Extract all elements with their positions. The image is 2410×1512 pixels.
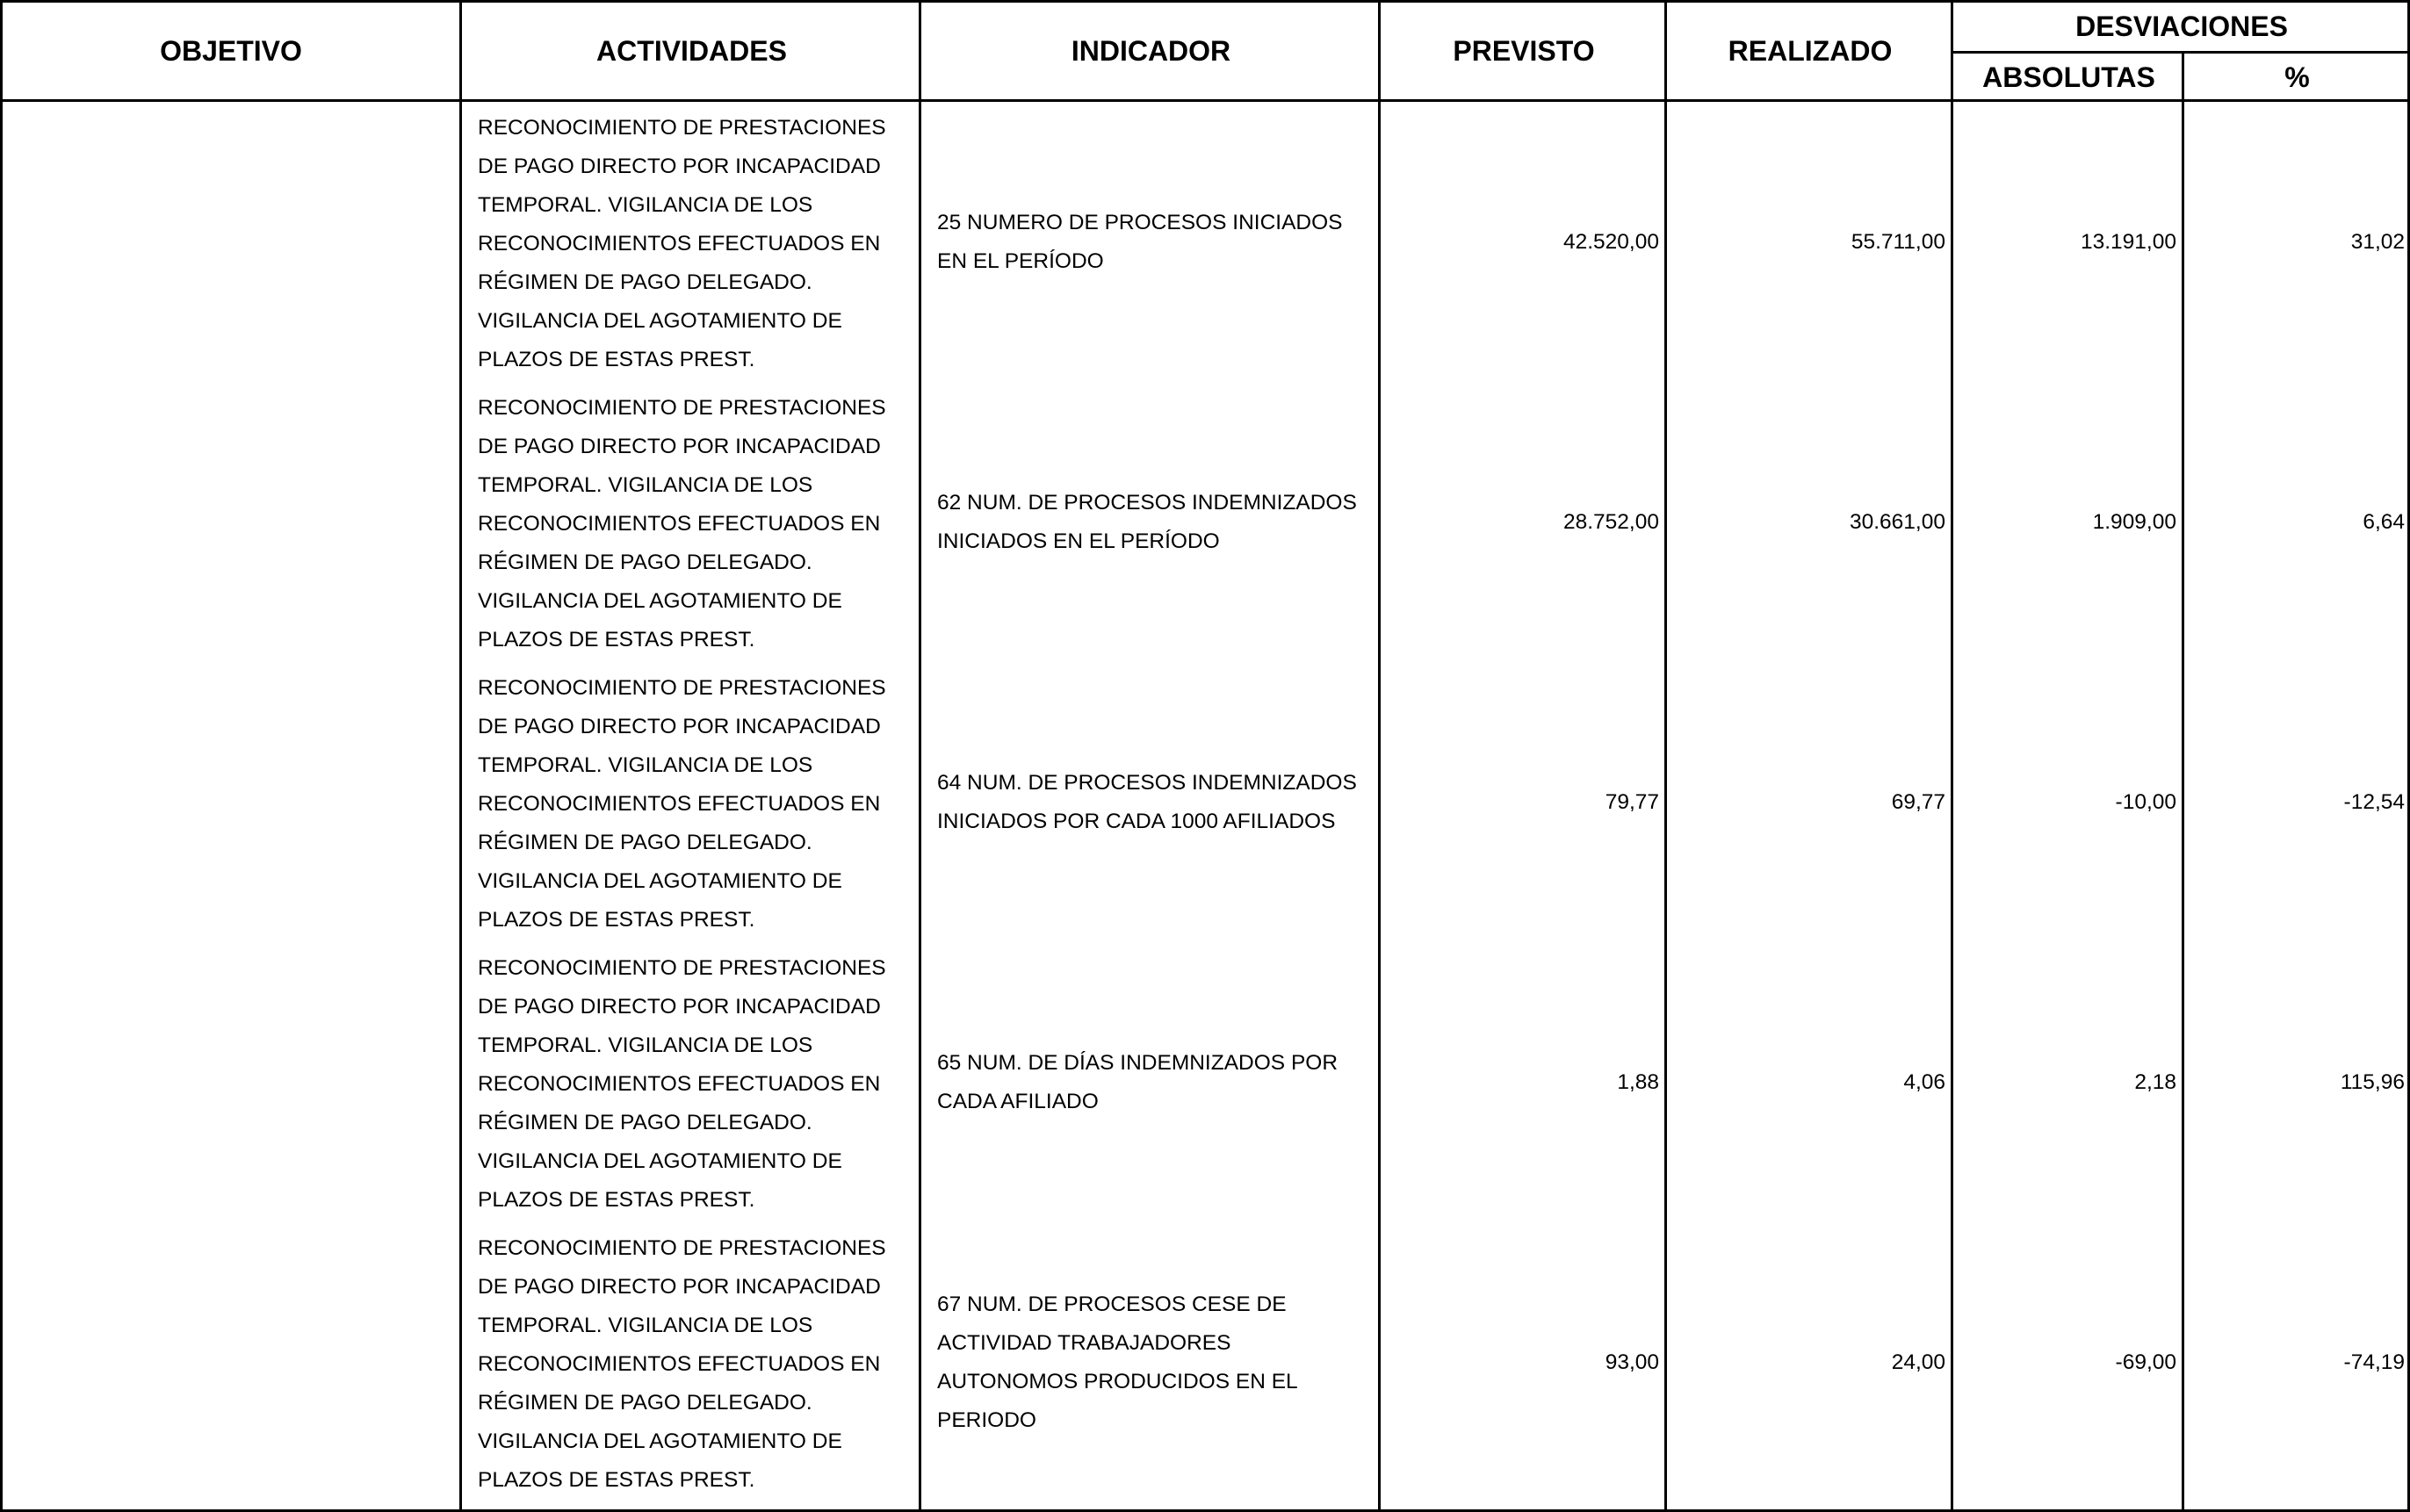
realizado-cell: 69,77	[1891, 789, 1945, 814]
realizado-cell: 30.661,00	[1850, 509, 1945, 534]
previsto-cell: 93,00	[1605, 1350, 1659, 1374]
porcentaje-cell: -74,19	[2343, 1350, 2405, 1374]
absolutas-cell: 1.909,00	[2092, 509, 2176, 534]
table-row	[0, 662, 2410, 942]
table-row	[0, 382, 2410, 662]
header-previsto: PREVISTO	[1453, 34, 1595, 67]
absolutas-cell: 2,18	[2134, 1069, 2176, 1094]
table-top-border	[0, 0, 2410, 3]
indicador-cell: 25 NUMERO DE PROCESOS INICIADOS EN EL PERÍODO	[937, 210, 1343, 273]
header-realizado: REALIZADO	[1728, 34, 1893, 67]
realizado-cell: 24,00	[1891, 1350, 1945, 1374]
header-objetivo: OBJETIVO	[160, 34, 302, 67]
porcentaje-cell: -12,54	[2343, 789, 2405, 814]
actividades-cell: RECONOCIMIENTO DE PRESTACIONES DE PAGO DIRECTO POR INCAPACIDAD TEMPORAL. VIGILANCIA DE LOS RECONOCIMIENTOS EFECTUADOS EN RÉGIMEN DE PAGO DELEGADO. VIGILANCIA DEL AGOTAMIENTO DE PLAZOS DE ESTAS PREST.	[478, 395, 886, 652]
indicador-cell: 64 NUM. DE PROCESOS INDEMNIZADOS INICIADOS POR CADA 1000 AFILIADOS	[937, 770, 1357, 833]
header-porcentaje: %	[2284, 61, 2310, 93]
indicador-cell: 65 NUM. DE DÍAS INDEMNIZADOS POR CADA AFILIADO	[937, 1050, 1338, 1113]
actividades-cell: RECONOCIMIENTO DE PRESTACIONES DE PAGO DIRECTO POR INCAPACIDAD TEMPORAL. VIGILANCIA DE LOS RECONOCIMIENTOS EFECTUADOS EN RÉGIMEN DE PAGO DELEGADO. VIGILANCIA DEL AGOTAMIENTO DE PLAZOS DE ESTAS PREST.	[478, 675, 886, 932]
porcentaje-cell: 31,02	[2350, 229, 2405, 254]
table-row	[0, 1222, 2410, 1502]
actividades-cell: RECONOCIMIENTO DE PRESTACIONES DE PAGO DIRECTO POR INCAPACIDAD TEMPORAL. VIGILANCIA DE LOS RECONOCIMIENTOS EFECTUADOS EN RÉGIMEN DE PAGO DELEGADO. VIGILANCIA DEL AGOTAMIENTO DE PLAZOS DE ESTAS PREST.	[478, 955, 886, 1212]
porcentaje-cell: 6,64	[2363, 509, 2405, 534]
header-actividades: ACTIVIDADES	[596, 34, 787, 67]
previsto-cell: 1,88	[1617, 1069, 1659, 1094]
indicador-cell: 62 NUM. DE PROCESOS INDEMNIZADOS INICIADOS EN EL PERÍODO	[937, 490, 1357, 553]
absolutas-cell: 13.191,00	[2081, 229, 2176, 254]
header-desviaciones: DESVIACIONES	[2075, 10, 2288, 42]
actividades-cell: RECONOCIMIENTO DE PRESTACIONES DE PAGO DIRECTO POR INCAPACIDAD TEMPORAL. VIGILANCIA DE LOS RECONOCIMIENTOS EFECTUADOS EN RÉGIMEN DE PAGO DELEGADO. VIGILANCIA DEL AGOTAMIENTO DE PLAZOS DE ESTAS PREST.	[478, 115, 886, 371]
actividades-cell: RECONOCIMIENTO DE PRESTACIONES DE PAGO DIRECTO POR INCAPACIDAD TEMPORAL. VIGILANCIA DE LOS RECONOCIMIENTOS EFECTUADOS EN RÉGIMEN DE PAGO DELEGADO. VIGILANCIA DEL AGOTAMIENTO DE PLAZOS DE ESTAS PREST.	[478, 1235, 886, 1492]
absolutas-cell: -69,00	[2115, 1350, 2176, 1374]
previsto-cell: 79,77	[1605, 789, 1659, 814]
table-row	[0, 102, 2410, 382]
header-absolutas: ABSOLUTAS	[1982, 61, 2155, 93]
header-indicador: INDICADOR	[1071, 34, 1231, 67]
realizado-cell: 4,06	[1903, 1069, 1945, 1094]
porcentaje-cell: 115,96	[2340, 1069, 2405, 1094]
previsto-cell: 42.520,00	[1563, 229, 1659, 254]
indicador-cell: 67 NUM. DE PROCESOS CESE DE ACTIVIDAD TRABAJADORES AUTONOMOS PRODUCIDOS EN EL PERIODO	[937, 1292, 1297, 1432]
realizado-cell: 55.711,00	[1851, 229, 1945, 254]
previsto-cell: 28.752,00	[1563, 509, 1659, 534]
absolutas-cell: -10,00	[2115, 789, 2176, 814]
table-row	[0, 942, 2410, 1222]
